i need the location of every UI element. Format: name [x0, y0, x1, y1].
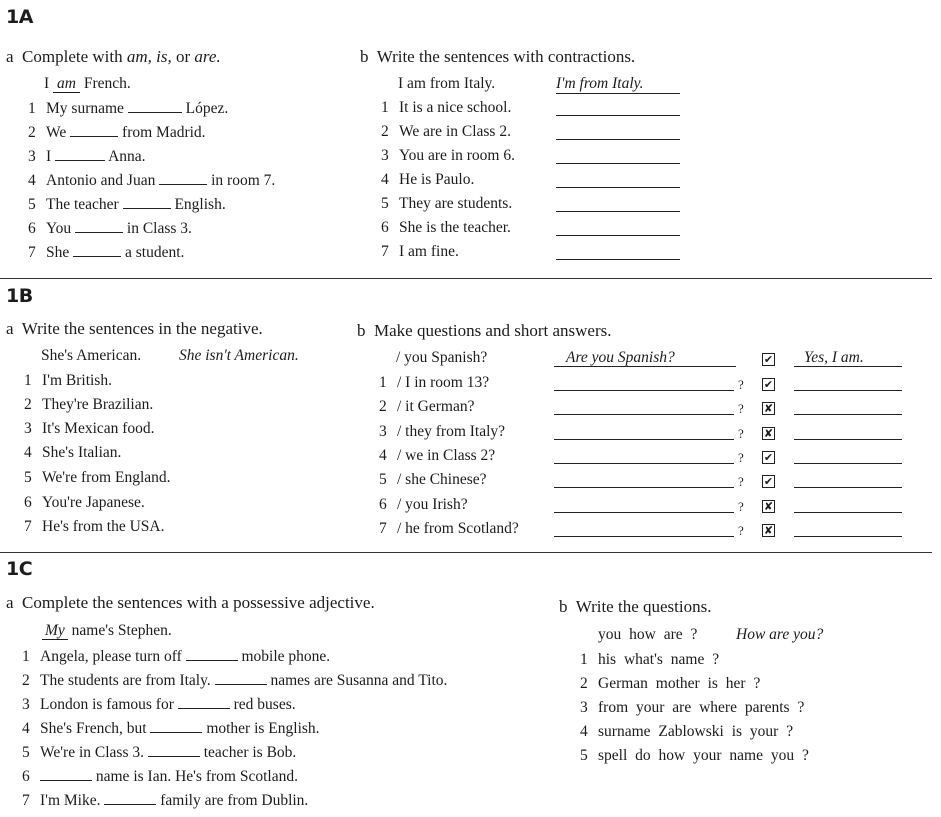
example-1c-a [42, 623, 172, 639]
list-item: 7 / he from Scotland? [379, 520, 519, 537]
list-item: 2 We from Madrid. [28, 124, 206, 141]
example-post: French. [83, 75, 131, 92]
instruction-text: Write the questions. [575, 597, 712, 616]
short-answer-line[interactable] [794, 487, 902, 488]
example-answer: My [42, 622, 68, 640]
example-short-answer: Yes, I am. [794, 350, 902, 367]
word-am: am, [126, 47, 152, 66]
list-item: 4 Antonio and Juan in room 7. [28, 172, 276, 189]
list-item: 7 I am fine. [381, 243, 459, 260]
exercise-1c-b-instruction [559, 598, 711, 615]
section-label-1b: 1B [6, 285, 33, 307]
list-item: 5 We're from England. [24, 469, 171, 486]
instruction-text: Write the sentences in the negative. [21, 319, 263, 338]
list-item: 5 The teacher English. [28, 196, 226, 213]
answer-blank[interactable] [159, 172, 207, 185]
list-item: 7 She a student. [28, 244, 185, 261]
question-mark: ? [738, 450, 744, 465]
list-item: 6 You in Class 3. [28, 220, 192, 237]
check-icon: ✔ [763, 378, 774, 391]
answer-blank[interactable] [75, 220, 123, 233]
list-item: 7 I'm Mike. family are from Dublin. [22, 792, 309, 809]
short-answer-line[interactable] [794, 463, 902, 464]
list-item: 5 We're in Class 3. teacher is Bob. [22, 744, 297, 761]
example-answer: How are you? [736, 626, 824, 643]
list-item: 6 / you Irish? [379, 496, 468, 513]
list-item: 7 He's from the USA. [24, 518, 165, 535]
exercise-1c-a-instruction [6, 594, 375, 611]
answer-blank[interactable] [186, 648, 238, 661]
answer-blank[interactable] [70, 124, 118, 137]
list-item: 1 his what's name ? [580, 651, 720, 668]
answer-line[interactable] [556, 139, 680, 140]
exercise-letter: b [559, 597, 568, 616]
exercise-letter: a [6, 593, 14, 612]
list-item: 6 You're Japanese. [24, 494, 145, 511]
list-item: 1 Angela, please turn off mobile phone. [22, 648, 331, 665]
section-label-1c: 1C [6, 558, 33, 580]
list-item: 4 surname Zablowski is your ? [580, 723, 794, 740]
list-item: 1 It is a nice school. [381, 99, 512, 116]
check-icon: ✔ [763, 475, 774, 488]
example-post: name's Stephen. [71, 622, 172, 639]
list-item: 4 / we in Class 2? [379, 447, 496, 464]
exercise-letter: a [6, 47, 14, 66]
example-sentence: I am from Italy. [398, 75, 496, 92]
example-1a-a [44, 76, 131, 92]
example-answer: I'm from Italy. [556, 76, 680, 94]
example-pre: I [44, 75, 50, 92]
question-line[interactable] [554, 414, 734, 415]
list-item: 3 London is famous for red buses. [22, 696, 296, 713]
short-answer-line[interactable] [794, 439, 902, 440]
list-item: 2 They're Brazilian. [24, 396, 154, 413]
exercise-letter: a [6, 319, 14, 338]
question-mark: ? [738, 377, 744, 392]
answer-blank[interactable] [215, 672, 267, 685]
answer-blank[interactable] [40, 768, 92, 781]
short-answer-line[interactable] [794, 414, 902, 415]
exercise-1b-b-instruction [357, 322, 612, 339]
list-item: 3 from your are where parents ? [580, 699, 805, 716]
question-line[interactable] [554, 536, 734, 537]
section-divider [0, 552, 932, 553]
instruction-text: Complete the sentences with a possessive adjective. [22, 593, 375, 612]
list-item: 6 name is Ian. He's from Scotland. [22, 768, 298, 785]
exercise-1a-a-instruction [6, 48, 221, 65]
list-item: 3 I Anna. [28, 148, 146, 165]
list-item: 2 / it German? [379, 398, 475, 415]
question-mark: ? [738, 401, 744, 416]
example-prompt: you how are ? [598, 626, 698, 643]
list-item: 5 spell do how your name you ? [580, 747, 809, 764]
list-item: 2 We are in Class 2. [381, 123, 511, 140]
word-or: or [176, 47, 191, 66]
cross-icon: ✘ [763, 500, 774, 513]
list-item: 3 / they from Italy? [379, 423, 506, 440]
answer-blank[interactable] [55, 148, 105, 161]
cross-icon: ✘ [763, 524, 774, 537]
answer-blank[interactable] [104, 792, 156, 805]
list-item: 5 They are students. [381, 195, 513, 212]
instruction-text: Complete with [22, 47, 123, 66]
example-prompt: / you Spanish? [396, 349, 488, 366]
list-item: 4 He is Paulo. [381, 171, 475, 188]
check-icon: ✔ [763, 451, 774, 464]
list-item: 4 She's French, but mother is English. [22, 720, 320, 737]
exercise-1a-b-instruction [360, 48, 635, 65]
list-item: 1 My surname López. [28, 100, 229, 117]
question-mark: ? [738, 474, 744, 489]
example-answer: am [53, 75, 80, 93]
answer-blank[interactable] [128, 100, 182, 113]
section-divider [0, 278, 932, 279]
word-is: is, [156, 47, 172, 66]
question-line[interactable] [554, 463, 734, 464]
exercise-1b-a-instruction [6, 320, 263, 337]
list-item: 6 She is the teacher. [381, 219, 511, 236]
word-are: are. [194, 47, 221, 66]
list-item: 1 / I in room 13? [379, 374, 490, 391]
short-answer-line[interactable] [794, 390, 902, 391]
short-answer-line[interactable] [794, 536, 902, 537]
list-item: 5 / she Chinese? [379, 471, 487, 488]
check-icon: ✔ [763, 353, 774, 366]
cross-icon: ✘ [763, 427, 774, 440]
answer-line[interactable] [556, 259, 680, 260]
list-item: 2 German mother is her ? [580, 675, 761, 692]
answer-line[interactable] [556, 211, 680, 212]
list-item: 3 You are in room 6. [381, 147, 515, 164]
exercise-letter: b [357, 321, 366, 340]
example-sentence: She's American. [41, 347, 142, 364]
question-mark: ? [738, 523, 744, 538]
list-item: 2 The students are from Italy. names are Susanna and Tito. [22, 672, 448, 689]
question-line[interactable] [554, 390, 734, 391]
answer-line[interactable] [556, 163, 680, 164]
short-answer-line[interactable] [794, 512, 902, 513]
example-answer: She isn't American. [179, 347, 299, 364]
section-label-1a: 1A [6, 6, 33, 28]
list-item: 4 She's Italian. [24, 444, 122, 461]
instruction-text: Make questions and short answers. [374, 321, 612, 340]
answer-blank[interactable] [148, 744, 200, 757]
question-line[interactable] [554, 512, 734, 513]
list-item: 1 I'm British. [24, 372, 112, 389]
list-item: 3 It's Mexican food. [24, 420, 155, 437]
cross-icon: ✘ [763, 402, 774, 415]
answer-blank[interactable] [178, 696, 230, 709]
answer-line[interactable] [556, 187, 680, 188]
question-line[interactable] [554, 487, 734, 488]
example-question: Are you Spanish? [554, 350, 736, 367]
question-line[interactable] [554, 439, 734, 440]
question-mark: ? [738, 426, 744, 441]
question-mark: ? [738, 499, 744, 514]
answer-line[interactable] [556, 115, 680, 116]
answer-blank[interactable] [123, 196, 171, 209]
answer-blank[interactable] [150, 720, 202, 733]
exercise-letter: b [360, 47, 369, 66]
instruction-text: Write the sentences with contractions. [376, 47, 636, 66]
answer-blank[interactable] [73, 244, 121, 257]
answer-line[interactable] [556, 235, 680, 236]
